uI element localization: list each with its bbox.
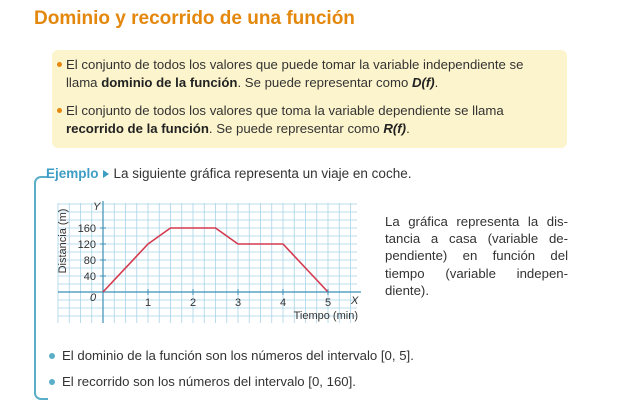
graph-description: [385, 213, 568, 299]
y-axis-label: Distancia (m): [57, 208, 69, 274]
conclusion-domain: [62, 348, 414, 363]
x-axis-label: Tiempo (min): [293, 310, 358, 322]
bullet-icon: [49, 379, 55, 385]
definition-text: .: [434, 75, 439, 90]
x-tick-label: 4: [279, 297, 287, 309]
chart-background: [55, 197, 367, 327]
description-line: tancia a casa (variable de-: [385, 231, 568, 247]
description-line: La gráfica representa la dis-: [385, 214, 568, 229]
y-tick-label: 160: [77, 223, 96, 235]
conclusion-range: [62, 374, 356, 389]
symbol-domain: D(f): [411, 75, 435, 90]
example-header: [46, 166, 411, 181]
bullet-icon: [49, 353, 55, 359]
conclusion-text: El dominio de la función son los números del intervalo [0, 5].: [62, 348, 414, 363]
y-tick-label: 120: [77, 239, 96, 251]
x-tick-label: 1: [144, 297, 152, 309]
definition-text: llama: [66, 75, 102, 90]
definition-text: El conjunto de todos los valores que toma la variable dependiente se llama: [66, 103, 504, 118]
x-tick-label: 5: [324, 297, 332, 309]
definition-text: . Se puede representar como: [208, 121, 384, 136]
x-tick-label: 3: [234, 297, 242, 309]
definition-range: [66, 102, 562, 138]
conclusion-text: El recorrido son los números del intervalo [0, 160].: [62, 374, 356, 389]
example-frame: [34, 176, 48, 400]
description-line: tiempo (variable indepen-: [385, 265, 568, 281]
bullet-icon: [57, 108, 62, 113]
example-intro: La siguiente gráfica representa un viaje en coche.: [113, 166, 412, 181]
y-tick-label: 40: [83, 271, 96, 283]
distance-time-chart: [55, 197, 367, 327]
x-tick-label: 2: [189, 297, 197, 309]
y-axis-letter: Y: [93, 201, 101, 213]
y-tick-label: 80: [83, 255, 96, 267]
origin-label: 0: [90, 292, 97, 304]
symbol-range: R(f): [383, 121, 407, 136]
definition-text: .: [406, 121, 410, 136]
term-range: recorrido de la función: [66, 121, 209, 136]
definition-text: El conjunto de todos los valores que puede tomar la variable independiente se: [66, 57, 524, 72]
definition-text: . Se puede representar como: [237, 75, 412, 90]
arrow-right-icon: [103, 170, 109, 178]
description-line: diente).: [385, 282, 429, 298]
definition-box: [52, 50, 567, 148]
description-line: pendiente) en función del: [385, 248, 568, 264]
example-label: Ejemplo: [46, 166, 99, 181]
term-domain: dominio de la función: [101, 75, 238, 90]
definition-domain: [66, 56, 562, 92]
x-axis-letter: X: [351, 295, 359, 307]
bullet-icon: [57, 62, 62, 67]
page-title: Dominio y recorrido de una función: [34, 8, 355, 29]
